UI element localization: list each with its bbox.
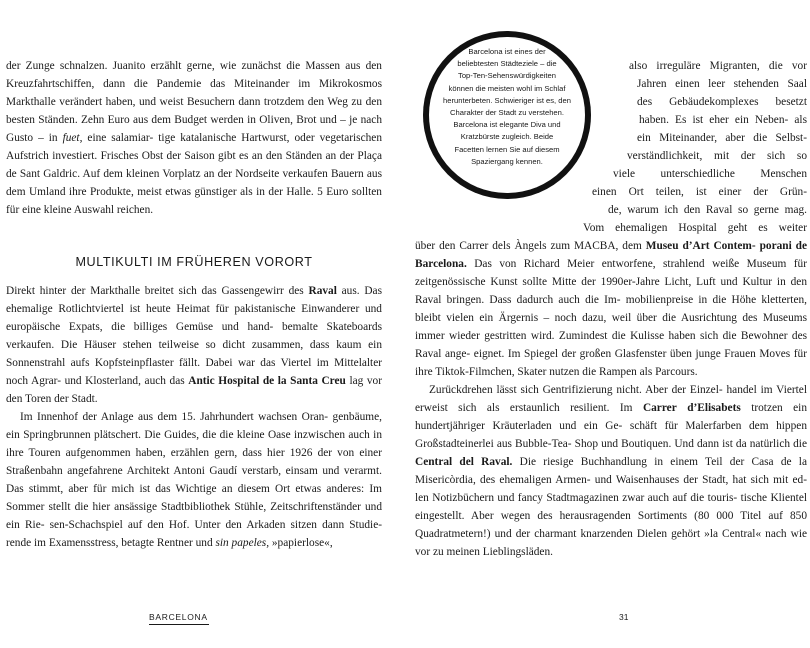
bold-place-name: Raval [308,285,337,297]
text-line: mobilienpreise in die Höhe kletterten, bleibt vielen ein Ärgernis – noch [415,294,807,324]
quote-line: Facetten lernen Sie auf diesem [454,144,560,154]
text-line: gern, dass hier 1926 der von einer Straßenbahn angefahrene Architekt [6,447,382,477]
text-line: viele unterschiedliche Menschen [613,168,807,180]
text-line: Galdric. Auf dem kleinen Vorplatz an der Nordseite verkaufen Bauern [43,168,364,180]
text-line: tige katalanische Hartwurst, oder vegetarischen Aufstrich investiert. [6,132,382,162]
text-line: einen Ort teilen, ist einer der Grün- [592,186,807,198]
text-line: 5 Euro sollten für eine kleine Auswahl reichen. [6,186,382,216]
text-line: Jahren einen leer stehenden Saal [637,78,807,90]
bold-place-name: Museu d’Art Contem- [645,240,756,252]
text-line: handel im Viertel erweist sich als erstaunlich resilient. Im [415,384,807,414]
text-line: aus. Das ehemalige Rotlichtviertel ist heute Heimat für pakistanische [6,285,383,315]
text-line: de, warum ich den Raval so gerne mag. [608,204,807,216]
right-text-block [415,57,807,561]
wrap-around-text [415,57,807,237]
text-line: also irreguläre Migranten, die vor [629,60,807,72]
quote-line: können die meisten wohl im Schlaf [448,83,566,93]
footer-rule [149,624,209,625]
text-line: aus den Kreuzfahrtschiffen, dann die Pandemie das Miteinander im [6,60,382,90]
bold-place-name: Carrer [642,402,677,414]
text-line: hier ansässige Stadtbibliothek Stühle, Zeitschriftenständer und ein Rie- [6,501,382,531]
text-line: ihre Tiktok-Filmchen, Skater nutzen die Rampen als Parcours. [415,366,698,378]
text-line: eine salamiar- [82,132,154,144]
paragraph [415,237,807,381]
text-line: Frisches Obst der Saison gibt es an den Ständen an der Plaça de Sant [6,150,382,180]
text-line: Shop und Boutiquen. Und dann ist da natürlich die [574,438,807,450]
quote-line: herunterbeten. Schwieriger ist es, den [443,95,571,105]
text-line: eignet. Im Spiegel der großen Glasfenster üben junge Frauen Moves für [473,348,807,360]
text-line: Oase inzwischen auch in ihre Touren aufgenommen haben, erzählen [6,429,382,459]
italic-term: sin papeles, [215,537,270,549]
text-line: ein Miteinander, aber die Selbst- [637,132,807,144]
text-line: des ehemaligen Armen- und Waisenhauses der Stadt, hat sich mit ed- [480,474,807,486]
text-line: Zurückdrehen lässt sich Gentrifizierung nicht. Aber der Einzel- [429,384,723,396]
quote-line: Kratzbürste zugleich. Beide [460,132,554,142]
quote-line: Barcelona ist elegante Diva und [453,120,561,130]
text-line: rende im Examensstress, betagte Rentner und [6,537,216,549]
paragraph [6,408,382,552]
text-line: »papierlose«, [269,537,333,549]
quote-line: Spaziergang kennen. [471,156,543,166]
text-line: trotzdem den Weg zu den besten Ständen. Zehn Euro aus dem Budget [6,96,382,126]
text-line: verständlichkeit, mit der sich so [627,150,807,162]
text-line: len Notizbüchern und fancy Stadtmagazinen zwar auch auf die touris- [415,492,738,504]
text-line: Die riesige Buchhandlung in einem Teil der Casa de la Misericòrdia, [415,456,807,486]
text-line: Dabei war das Viertel im Mittelalter noch Agrar- und Klosterland, [6,357,383,387]
text-line: genbäume, ein Springbrunnen plätschert. Die Guides, die die kleine [6,411,382,441]
text-line: bemalte Skateboards verkaufen. Die Häuser stehen teilweise so dicht [6,321,383,351]
quote-line: Top-Ten-Sehenswürdigkeiten [458,71,556,81]
text-line: (80 000 Titel auf 850 Quadratmetern!) und der charmant knarzenden [415,510,808,540]
text-line: weiße Museum für zeitgenössische Kunst sollte Mitte der 1990er-Jahre [415,258,808,288]
paragraph [6,282,382,408]
text-line: tische Klientel eingestellt. Aber wegen des herausragenden Sortiments [415,492,808,522]
bold-place-name: d’Elisabets [687,402,741,414]
text-line: Licht, Luft und Kultur in den Raval bringen. Dass dadurch auch die Im- [415,276,807,306]
bold-place-name: Antic Hospital de la Santa Creu [188,375,346,387]
text-line: haben. Es ist eher ein Neben- als [639,114,807,126]
text-line: Mikrokosmos Markthalle verändert haben, und weist Besuchern dann [6,78,383,108]
paragraph [6,57,382,219]
text-line: über den Carrer dels Àngels zum MACBA, dem [415,240,646,252]
bold-place-name: Central del Raval. [415,456,513,468]
text-line: wird. Zumindest die Kulisse haben sich die Bewohner des Raval ange- [415,330,808,360]
left-text-block-2 [6,282,382,552]
text-line: aus dem Umland ihre Produkte, meist etwas günstiger als in der Halle. [6,168,382,198]
text-line: Einwanderer und europäische Expats, die billiges Gemüse und hand- [6,303,382,333]
text-line: Dielen gehört »la Central« nach wie vor zu meinen Lieblingsläden. [415,528,808,558]
text-line: Antoni Gaudí verstarb, einsam und verarmt. Das stimmt, aber für mich [6,465,382,495]
text-line: zusammen, dass kaum ein Sonnenstrahl aufs Kopfsteinpflaster fällt. [6,339,382,369]
left-text-block [6,57,382,219]
right-page [405,0,810,648]
running-footer: BARCELONA [149,612,208,622]
page-number: 31 [619,612,629,622]
bold-place-name: porani de Barcelona. [415,240,808,270]
text-line: Direkt hinter der Markthalle breitet sich das Gassengewirr des [6,285,309,297]
text-line: Im Innenhof der Anlage aus dem 15. Jahrhundert wachsen Oran- [20,411,329,423]
text-line: dazu, weil über die Ausrichtung des Museums immer wieder gestritten [415,312,807,342]
text-line: werden in Oliven, Brot und – je nach Gusto – in [6,114,382,144]
text-line: lag vor den Toren der Stadt. [6,375,382,405]
text-line: auch das [144,375,189,387]
quote-line: Barcelona ist eines der [468,47,546,56]
text-line: der Zunge schnalzen. Juanito erzählt gerne, wie zunächst die Massen [6,60,341,72]
quote-line: beliebtesten Städteziele – die [457,59,557,69]
text-line: schäft für Malerfarben dem hippen Großstadteinerlei aus Bubble-Tea- [415,420,807,450]
text-line: trotzen ein hundertjähriger Kräuterladen und ein Ge- [415,402,807,432]
text-line: ist das Wichtige an diesem Ort etwas anderes: Im Sommer stellt die [6,483,382,513]
paragraph [415,381,807,561]
text-line: Vom ehemaligen Hospital geht es weiter [583,222,807,234]
section-heading: MULTIKULTI IM FRÜHEREN VORORT [75,255,313,269]
text-line: Das von Richard Meier entworfene, strahlend [466,258,705,270]
text-line: des Gebäudekomplexes besetzt [637,96,807,108]
quote-line: Charakter der Stadt zu verstehen. [450,108,564,118]
text-line: sen-Schachspiel auf den Hof. Unter den Arkaden sitzen dann Studie- [49,519,383,531]
italic-term: fuet, [62,132,83,144]
